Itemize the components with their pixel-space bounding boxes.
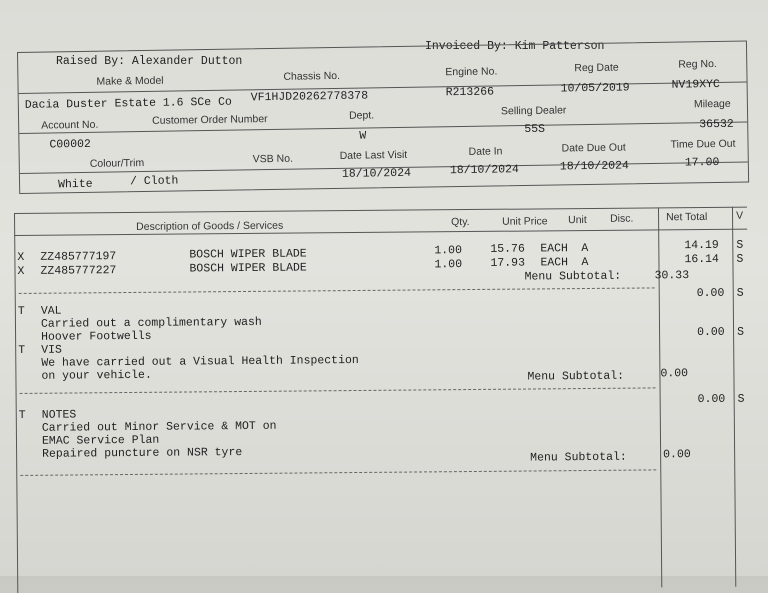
vis-line1: We have carried out a Visual Health Inspection [41,353,359,370]
item-price: 15.76 [490,242,525,256]
table-row: X ZZ485777227 BOSCH WIPER BLADE 1.00 17.93 EACH A 16.14 S [17,252,744,278]
item-unit: EACH [540,256,569,270]
reg-no-value: NV19XYC [671,77,721,92]
goods-table: Description of Goods / Services Qty. Unit Price Unit Disc. Net Total V X ZZ485777197 BOSCH WIPER BLADE 1.00 15.76 EACH A 14.19 S X ZZ485777227 BOSCH WIPER BLADE 1.00 17.93 EACH A 16.14 S Menu Subtotal: 30.33 T VAL Carried out a complimentary wash Hoover Footwells 0.00 S T VIS We have carried out a Visual Health Inspection on your vehicle. 0.00 S Menu Subtotal: 0.00 T NOTES Carried out Minor Service & MOT on EMAC Service Plan Repaired puncture on NSR tyre 0.00 S Menu Subtotal: 0.00 [14,207,750,593]
vehicle-info-box [17,41,749,194]
label-colour-trim: Colour/Trim [89,157,145,170]
item-code: ZZ485777227 [40,264,117,278]
time-due-out-value: 17.00 [684,155,720,170]
label-time-due-out: Time Due Out [670,137,736,151]
label-disc: Disc. [610,212,634,225]
chassis-no-value: VF1HJD20262778378 [250,89,369,105]
subtotal-value: 0.00 [663,448,691,462]
label-reg-no: Reg No. [678,58,717,71]
label-make-model: Make & Model [96,74,164,88]
mileage-value: 36532 [699,117,734,132]
val-line1: Carried out a complimentary wash [40,315,262,331]
label-unit-price: Unit Price [502,215,548,228]
invoiced-by: Invoiced By: Kim Patterson [425,40,605,53]
notes-v: S [737,392,745,406]
raised-by: Raised By: Alexander Dutton [56,55,243,68]
item-net: 16.14 [684,252,720,267]
label-date-due-out: Date Due Out [561,141,626,155]
label-account-no: Account No. [41,118,99,132]
reg-date-value: 10/05/2019 [560,81,630,96]
item-code: ZZ485777197 [40,250,117,264]
val-line2: Hoover Footwells [41,329,152,344]
notes-line2: EMAC Service Plan [41,433,160,448]
label-unit: Unit [568,214,587,227]
notes-line1: Carried out Minor Service & MOT on [41,419,277,435]
label-qty: Qty. [451,216,470,229]
item-desc: BOSCH WIPER BLADE [189,261,307,276]
vis-net: 0.00 [697,325,725,340]
subtotal-label: Menu Subtotal: [524,269,622,284]
val-title: VAL [40,304,62,318]
vis-line2: on your vehicle. [41,368,152,383]
item-net: 14.19 [684,238,719,253]
label-net-total: Net Total [666,210,708,224]
val-net: 0.00 [696,286,725,301]
subtotal-value: 0.00 [660,367,689,381]
label-chassis-no: Chassis No. [283,69,341,83]
label-date-last-visit: Date Last Visit [339,148,408,162]
label-reg-date: Reg Date [574,61,619,75]
vis-title: VIS [41,343,62,357]
label-date-in: Date In [468,145,503,158]
label-mileage: Mileage [693,97,731,111]
item-qty: 1.00 [434,258,463,272]
date-due-out-value: 18/10/2024 [559,159,629,174]
label-v: V [735,209,744,222]
item-qty: 1.00 [434,244,463,258]
table-row: X ZZ485777197 BOSCH WIPER BLADE 1.00 15.76 EACH A 14.19 S [17,238,744,264]
make-model-value: Dacia Duster Estate 1.6 SCe Co [24,95,232,112]
engine-no-value: R213266 [445,85,495,100]
colour-value: White [57,177,93,192]
subtotal-label: Menu Subtotal: [527,369,625,384]
notes-line3: Repaired puncture on NSR tyre [42,446,243,461]
item-disc: A [581,255,589,270]
item-desc: BOSCH WIPER BLADE [189,247,307,262]
label-description: Description of Goods / Services [136,219,284,233]
item-disc: A [581,241,589,256]
label-vsb-no: VSB No. [252,152,294,166]
label-engine-no: Engine No. [445,65,498,79]
date-in-value: 18/10/2024 [449,163,520,178]
item-v: S [736,252,744,266]
dept-value: W [359,129,367,143]
date-last-visit-value: 18/10/2024 [341,166,412,181]
item-unit: EACH [540,242,568,256]
label-customer-order: Customer Order Number [152,113,268,127]
val-v: S [736,286,744,300]
subtotal-label: Menu Subtotal: [530,450,627,465]
selling-dealer-value: 55S [524,122,546,137]
notes-net: 0.00 [697,392,726,407]
account-no-value: C00002 [49,137,91,152]
item-v: S [736,238,744,252]
vis-v: S [737,325,745,339]
label-selling-dealer: Selling Dealer [500,104,567,118]
subtotal-value: 30.33 [654,269,690,283]
notes-title: NOTES [41,408,77,422]
item-price: 17.93 [490,256,526,270]
trim-value: / Cloth [129,174,179,189]
label-dept: Dept. [348,109,375,122]
